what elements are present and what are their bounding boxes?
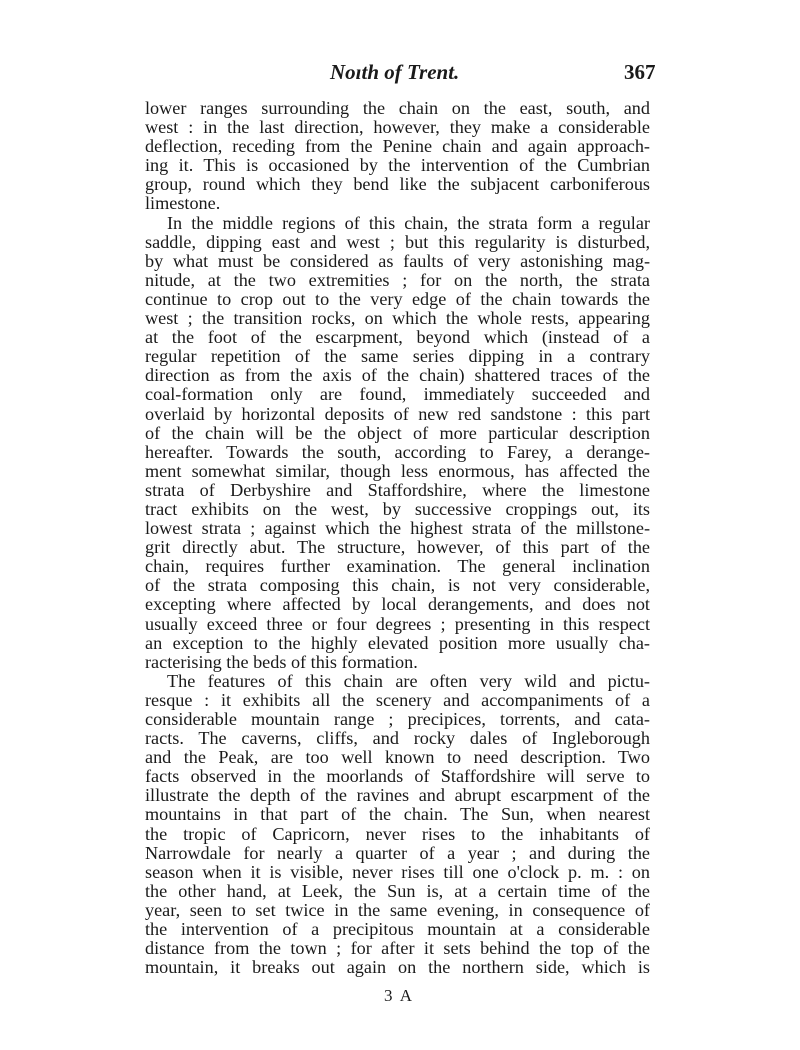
text-line: hereafter. Towards the south, according to Farey, a derange- [145, 441, 650, 462]
text-line: limestone. [145, 193, 221, 214]
running-title: Noıth of Trent. [330, 60, 460, 84]
text-line: the tropic of Capricorn, never rises to the inhabitants of [145, 823, 650, 844]
body-text [145, 99, 650, 977]
text-line: ing it. This is occasioned by the intervention of the Cumbrian [145, 155, 650, 176]
text-line: of the chain will be the object of more particular description [145, 422, 650, 443]
text-line: Narrowdale for nearly a quarter of a year ; and during the [145, 842, 650, 863]
text-line: distance from the town ; for after it sets behind the top of the [145, 938, 650, 959]
text-line: racts. The caverns, cliffs, and rocky dales of Ingleborough [145, 728, 650, 749]
text-line: continue to crop out to the very edge of the chain towards the [145, 288, 650, 309]
page-number: 367 [624, 60, 656, 84]
paragraph [145, 672, 650, 978]
text-line: of the strata composing this chain, is not very considerable, [145, 575, 650, 596]
text-line: year, seen to set twice in the same evening, in consequence of [145, 899, 650, 920]
text-line: chain, requires further examination. The general inclination [145, 556, 650, 577]
text-line: group, round which they bend like the subjacent carboniferous [145, 174, 650, 195]
text-line: facts observed in the moorlands of Staffordshire will serve to [145, 766, 650, 787]
text-line: In the middle regions of this chain, the strata form a regular [167, 212, 650, 233]
text-line: grit directly abut. The structure, however, of this part of the [145, 537, 650, 558]
text-line: illustrate the depth of the ravines and abrupt escarpment of the [145, 785, 650, 806]
text-line: considerable mountain range ; precipices, torrents, and cata- [145, 709, 650, 729]
text-line: racterising the beds of this formation. [145, 651, 418, 672]
paragraph [145, 99, 650, 214]
text-line: season when it is visible, never rises till one o'clock p. m. : on [145, 861, 650, 882]
signature-mark: 3 A [384, 986, 415, 1005]
text-line: at the foot of the escarpment, beyond which (instead of a [145, 327, 650, 348]
paragraph [145, 214, 650, 672]
text-line: the intervention of a precipitous mountain at a considerable [145, 919, 650, 940]
text-line: deflection, receding from the Penine chain and again approach- [145, 136, 650, 157]
text-line: mountains in that part of the chain. The Sun, when nearest [145, 804, 650, 825]
text-line: direction as from the axis of the chain) shattered traces of the [145, 365, 650, 386]
text-line: strata of Derbyshire and Staffordshire, where the limestone [145, 479, 650, 500]
text-line: the other hand, at Leek, the Sun is, at a certain time of the [145, 880, 650, 901]
text-line: resque : it exhibits all the scenery and accompaniments of a [145, 689, 650, 710]
text-line: saddle, dipping east and west ; but this regularity is disturbed, [145, 231, 650, 252]
text-line: and the Peak, are too well known to need description. Two [145, 747, 650, 768]
text-line: coal-formation only are found, immediately succeeded and [145, 384, 650, 405]
running-head [0, 60, 800, 90]
text-line: regular repetition of the same series dipping in a contrary [145, 346, 650, 367]
text-line: ment somewhat similar, though less enormous, has affected the [145, 460, 650, 481]
text-line: west : in the last direction, however, they make a considerable [145, 117, 650, 138]
text-line: lowest strata ; against which the highest strata of the millstone- [145, 518, 650, 539]
text-line: excepting where affected by local derangements, and does not [145, 594, 650, 615]
text-line: an exception to the highly elevated position more usually cha- [145, 632, 650, 653]
text-line: lower ranges surrounding the chain on the east, south, and [145, 98, 650, 118]
text-line: by what must be considered as faults of very astonishing mag- [145, 250, 650, 271]
text-line: tract exhibits on the west, by successive croppings out, its [145, 498, 650, 519]
text-line: usually exceed three or four degrees ; presenting in this respect [145, 613, 650, 634]
text-line: mountain, it breaks out again on the northern side, which is [145, 957, 650, 978]
text-line: nitude, at the two extremities ; for on the north, the strata [145, 269, 650, 290]
text-line: overlaid by horizontal deposits of new red sandstone : this part [145, 403, 650, 424]
text-line: The features of this chain are often very wild and pictu- [167, 670, 650, 691]
text-line: west ; the transition rocks, on which the whole rests, appearing [145, 308, 650, 329]
